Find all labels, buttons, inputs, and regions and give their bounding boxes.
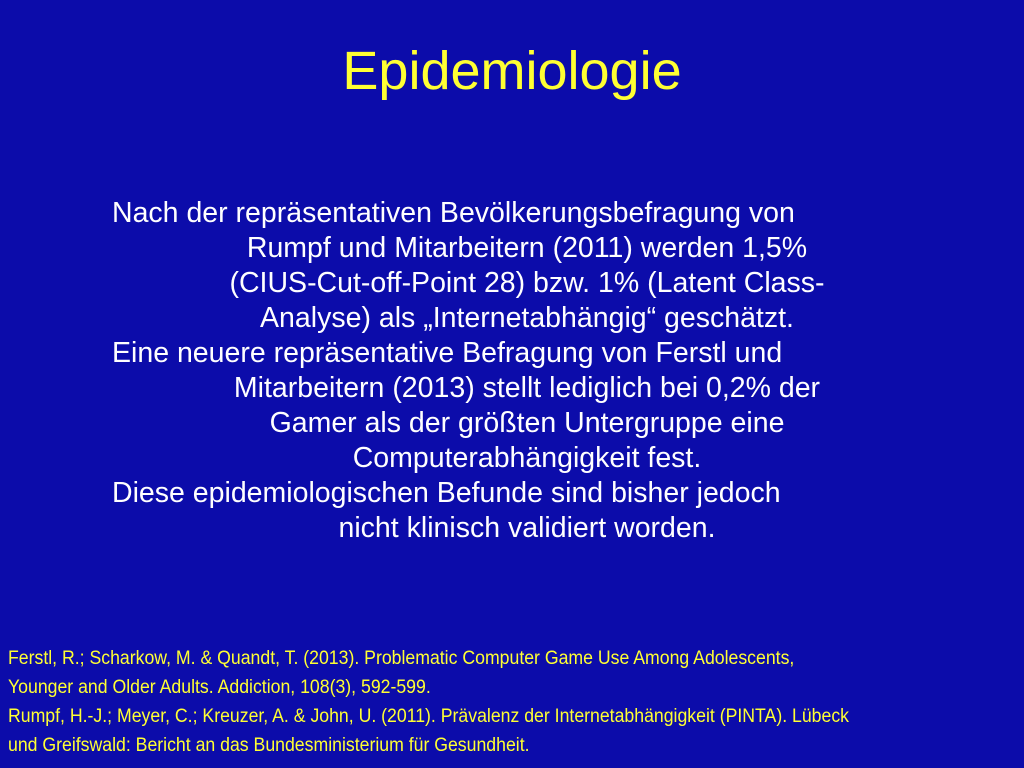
paragraph-prevalence-rumpf xyxy=(112,196,942,336)
references xyxy=(8,644,1018,760)
reference-line: Rumpf, H.-J.; Meyer, C.; Kreuzer, A. & John, U. (2011). Prävalenz der Internetabhängigkeit (PINTA). Lübeck xyxy=(8,706,850,727)
paragraph-line: Computerabhängigkeit fest. xyxy=(352,442,702,474)
reference-line: Younger and Older Adults. Addiction, 108(3), 592-599. xyxy=(8,677,431,698)
paragraph-line: Rumpf und Mitarbeitern (2011) werden 1,5% xyxy=(246,232,808,264)
paragraph-line: Mitarbeitern (2013) stellt lediglich bei 0,2% der xyxy=(233,372,821,404)
paragraph-validation-note xyxy=(112,476,942,546)
paragraph-line: nicht klinisch validiert worden. xyxy=(338,512,716,544)
paragraph-prevalence-ferstl xyxy=(112,336,942,476)
paragraph-line: Gamer als der größten Untergruppe eine xyxy=(269,407,785,439)
paragraph-line: Eine neuere repräsentative Befragung von Ferstl und xyxy=(112,337,783,369)
reference-line: und Greifswald: Bericht an das Bundesministerium für Gesundheit. xyxy=(8,735,530,756)
paragraph-line: Diese epidemiologischen Befunde sind bisher jedoch xyxy=(112,477,781,509)
slide-body xyxy=(112,196,942,546)
paragraph-line: Analyse) als „Internetabhängig“ geschätzt. xyxy=(260,302,794,334)
slide-title: Epidemiologie xyxy=(342,41,682,101)
reference-line: Ferstl, R.; Scharkow, M. & Quandt, T. (2013). Problematic Computer Game Use Among Adolescents, xyxy=(8,648,795,669)
paragraph-line: Nach der repräsentativen Bevölkerungsbefragung von xyxy=(112,197,795,229)
paragraph-line: (CIUS-Cut-off-Point 28) bzw. 1% (Latent Class- xyxy=(229,267,825,299)
